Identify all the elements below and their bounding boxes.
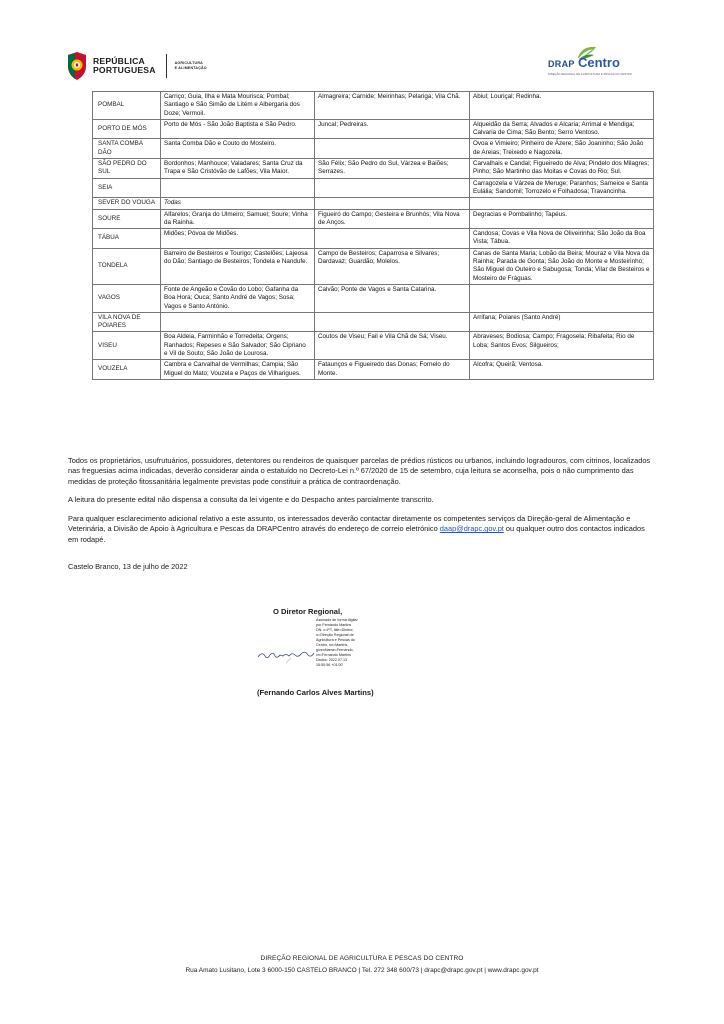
parishes-col2-cell: Figueiró do Campo; Gesteira e Brunhós; Vila Nova de Anços. xyxy=(315,209,470,229)
parishes-col3-cell xyxy=(470,284,654,312)
municipality-cell: SEVER DO VOUGA xyxy=(93,198,161,209)
parishes-col2-cell: Juncal; Pedreiras. xyxy=(315,119,470,139)
parishes-col1-cell: Alfarelos; Granja do Ulmeiro; Samuel; Soure; Vinha da Rainha. xyxy=(161,209,315,229)
municipality-cell: SANTA COMBA DÃO xyxy=(93,139,161,159)
table-row xyxy=(93,360,654,380)
municipality-cell: POMBAL xyxy=(93,92,161,120)
parishes-col2-cell: Campo de Besteiros; Caparrosa e Silvares; Dardavaz; Guardão; Molelos. xyxy=(315,248,470,284)
table-row xyxy=(93,229,654,249)
ministry-line2: E ALIMENTAÇÃO xyxy=(174,66,207,70)
parishes-table xyxy=(92,91,654,380)
drap-wordmark: DRAP xyxy=(548,59,575,69)
parishes-col2-cell: Calvão; Ponte de Vagos e Santa Catarina. xyxy=(315,284,470,312)
table-row xyxy=(93,139,654,159)
parishes-col2-cell xyxy=(315,139,470,159)
parishes-col3-cell: Abraveses; Bodiosa; Campo; Fragosela; Ribafeita; Rio de Loba; Santos Evos; Silgueiros; xyxy=(470,332,654,360)
municipality-cell: SÃO PEDRO DO SUL xyxy=(93,159,161,179)
director-title: O Diretor Regional, xyxy=(273,607,343,616)
centro-wordmark: Centro xyxy=(578,55,620,70)
parishes-col1-cell: Carriço; Guia, Ilha e Mata Mourisca; Pombal; Santiago e São Simão de Litém e Albergaria dos Doze; Vermoil. xyxy=(161,92,315,120)
drap-subtitle: DIREÇÃO REGIONAL DE AGRICULTURA E PESCAS DO CENTRO xyxy=(548,73,632,76)
republica-label: REPÚBLICA xyxy=(93,56,145,66)
parishes-col2-cell xyxy=(315,198,470,209)
municipality-cell: SEIA xyxy=(93,178,161,198)
parishes-col2-cell xyxy=(315,312,470,332)
parishes-col3-cell: Carvalhais e Candal; Figueiredo de Alva; Pindelo dos Milagres; Pinho; São Martinho das Moitas e Covas do Rio; Sul. xyxy=(470,159,654,179)
municipality-cell: TONDELA xyxy=(93,248,161,284)
table-row xyxy=(93,198,654,209)
municipality-cell: VAGOS xyxy=(93,284,161,312)
parishes-col1-cell: Fonte de Angeão e Covão do Lobo; Gafanha da Boa Hora; Ouca; Santo André de Vagos; Sosa; Vagos e Santo António. xyxy=(161,284,315,312)
parishes-col3-cell: Degracias e Pombalinho; Tapéus. xyxy=(470,209,654,229)
parishes-col2-cell: Coutos de Viseu; Fail e Vila Chã de Sá; Viseu. xyxy=(315,332,470,360)
parishes-col3-cell: Ovoa e Vimieiro; Pinheiro de Ázere; São Joaninho; São João de Areias; Treixedo e Nagozela. xyxy=(470,139,654,159)
table-row xyxy=(93,284,654,312)
contact-email-link[interactable]: daap@drapc.gov.pt xyxy=(439,524,504,534)
municipality-cell: VISEU xyxy=(93,332,161,360)
republica-portuguesa-logo xyxy=(66,52,207,80)
municipality-cell: PORTO DE MÓS xyxy=(93,119,161,139)
table-row xyxy=(93,178,654,198)
table-row xyxy=(93,92,654,120)
municipality-cell: TÁBUA xyxy=(93,229,161,249)
parishes-col3-cell: Alcofra; Queirã; Ventosa. xyxy=(470,360,654,380)
parishes-col3-cell: Carragozela e Várzea de Meruge; Paranhos; Sameice e Santa Eulália; Sandomil; Torrozelo e Folhadosa; Travancinha. xyxy=(470,178,654,198)
parishes-table-body xyxy=(93,92,654,380)
parishes-col1-cell: Barreiro de Besteiros e Tourigo; Castelões; Lajeosa do Dão; Santiago de Besteiros; Tondela e Nandufe. xyxy=(161,248,315,284)
parishes-col3-cell: Canas de Santa Maria; Lobão da Beira; Mouraz e Vila Nova da Rainha; Parada de Gonta; São João do Monte e Mosteirinho; São Miguel do Outeiro e Sabugosa; Tonda; Vilar de Besteiros e Mosteiro de Fráguas. xyxy=(470,248,654,284)
parishes-col2-cell xyxy=(315,229,470,249)
digital-signature-details: Assinado de forma digital por Fernando Martins DN: c=PT, title=Diretor, o=Direção Regional de Agricultura e Pescas do Centro, sn=Martins, givenName=Fernando, cn=Fernando Martins Dados: 2022.07.13 15:50:56 +01'00' xyxy=(316,618,358,667)
municipality-cell: VILA NOVA DE POIARES xyxy=(93,312,161,332)
paragraph-legal-notice: A leitura do presente edital não dispensa a consulta da lei vigente e do Despacho antes parcialmente transcrito. xyxy=(68,495,434,504)
parishes-col1-cell: Todas xyxy=(161,198,315,209)
parishes-col2-cell xyxy=(315,178,470,198)
table-row xyxy=(93,332,654,360)
place-date: Castelo Branco, 13 de julho de 2022 xyxy=(68,562,188,571)
parishes-col1-cell: Santa Comba Dão e Couto do Mosteiro. xyxy=(161,139,315,159)
signer-name: (Fernando Carlos Alves Martins) xyxy=(257,688,374,697)
table-row xyxy=(93,312,654,332)
contacts-text-before: Para qualquer esclarecimento adicional relativo a este assunto, os interessados deverão contactar diretamente os competentes serviços da Direção-geral de Alimentação e Veterinária, a Divisão de Apoio à Agricultura e Pescas da DRAPCentro através do endereço de correio eletrónico xyxy=(68,514,631,534)
portuguesa-label: PORTUGUESA xyxy=(93,65,156,75)
parishes-col3-cell: Alqueidão da Serra; Alvados e Alcaria; Arrimal e Mendiga; Calvaria de Cima; São Bento; Serro Ventoso. xyxy=(470,119,654,139)
parishes-col3-cell xyxy=(470,198,654,209)
parishes-col3-cell: Arrifana; Poiares (Santo André) xyxy=(470,312,654,332)
parishes-col1-cell: Bordonhos; Manhouce; Valadares; Santa Cruz da Trapa e São Cristóvão de Lafões; Vila Maior. xyxy=(161,159,315,179)
parishes-col1-cell: Midões; Póvoa de Midões. xyxy=(161,229,315,249)
paragraph-obligations: Todos os proprietários, usufrutuários, possuidores, detentores ou rendeiros de quaisquer parcelas de prédios rústicos ou urbanos, incluindo logradouros, com citrinos, localizados nas freguesias acima indicadas, deverão considerar ainda o estatuído no Decreto-Lei n.º 67/2020 de 15 de setembro, cuja leitura se aconselha, pois o não cumprimento das medidas de proteção fitossanitária legalmente previstas pode constituir a prática de contraordenação. xyxy=(68,456,651,486)
contacts-text-after: ou qualquer outro dos contactos indicados em rodapé. xyxy=(68,524,645,544)
parishes-col2-cell: Almagreira; Carnide; Meirinhas; Pelariga; Vila Chã. xyxy=(315,92,470,120)
municipality-cell: VOUZELA xyxy=(93,360,161,380)
portugal-emblem-icon xyxy=(66,52,88,80)
parishes-col3-cell: Abiul; Louriçal; Redinha. xyxy=(470,92,654,120)
ministry-line1: AGRICULTURA xyxy=(174,61,203,65)
parishes-col1-cell xyxy=(161,178,315,198)
drap-centro-logo xyxy=(548,44,658,80)
municipality-cell: SOURE xyxy=(93,209,161,229)
parishes-col2-cell: São Félix; São Pedro do Sul, Várzea e Baiões; Serrazes. xyxy=(315,159,470,179)
parishes-col1-cell: Porto de Mós - São João Baptista e São Pedro. xyxy=(161,119,315,139)
table-row xyxy=(93,209,654,229)
header-divider xyxy=(166,54,167,78)
paragraph-contacts xyxy=(68,514,656,545)
parishes-col1-cell xyxy=(161,312,315,332)
table-row xyxy=(93,159,654,179)
parishes-col2-cell: Fataunços e Figueiredo das Donas; Fornelo do Monte. xyxy=(315,360,470,380)
parishes-col1-cell: Cambra e Carvalhal de Vermilhas; Campia; São Miguel do Mato; Vouzela e Paços de Vilharigues. xyxy=(161,360,315,380)
footer-contacts: Rua Amato Lusitano, Lote 3 6000-150 CASTELO BRANCO | Tel. 272 348 600/73 | drapc@drapc.gov.pt | www.drapc.gov.pt xyxy=(185,967,539,974)
handwritten-signature-icon xyxy=(256,643,316,665)
parishes-col3-cell: Candosa; Covas e Vila Nova de Oliveirinha; São João da Boa Vista; Tábua. xyxy=(470,229,654,249)
table-row xyxy=(93,248,654,284)
parishes-col1-cell: Boa Aldeia, Farminhão e Torredeita; Orgens; Ranhados; Repeses e São Salvador; São Cipriano e Vil de Souto; São João de Lourosa. xyxy=(161,332,315,360)
table-row xyxy=(93,119,654,139)
footer-organisation: DIREÇÃO REGIONAL DE AGRICULTURA E PESCAS DO CENTRO xyxy=(260,955,464,962)
